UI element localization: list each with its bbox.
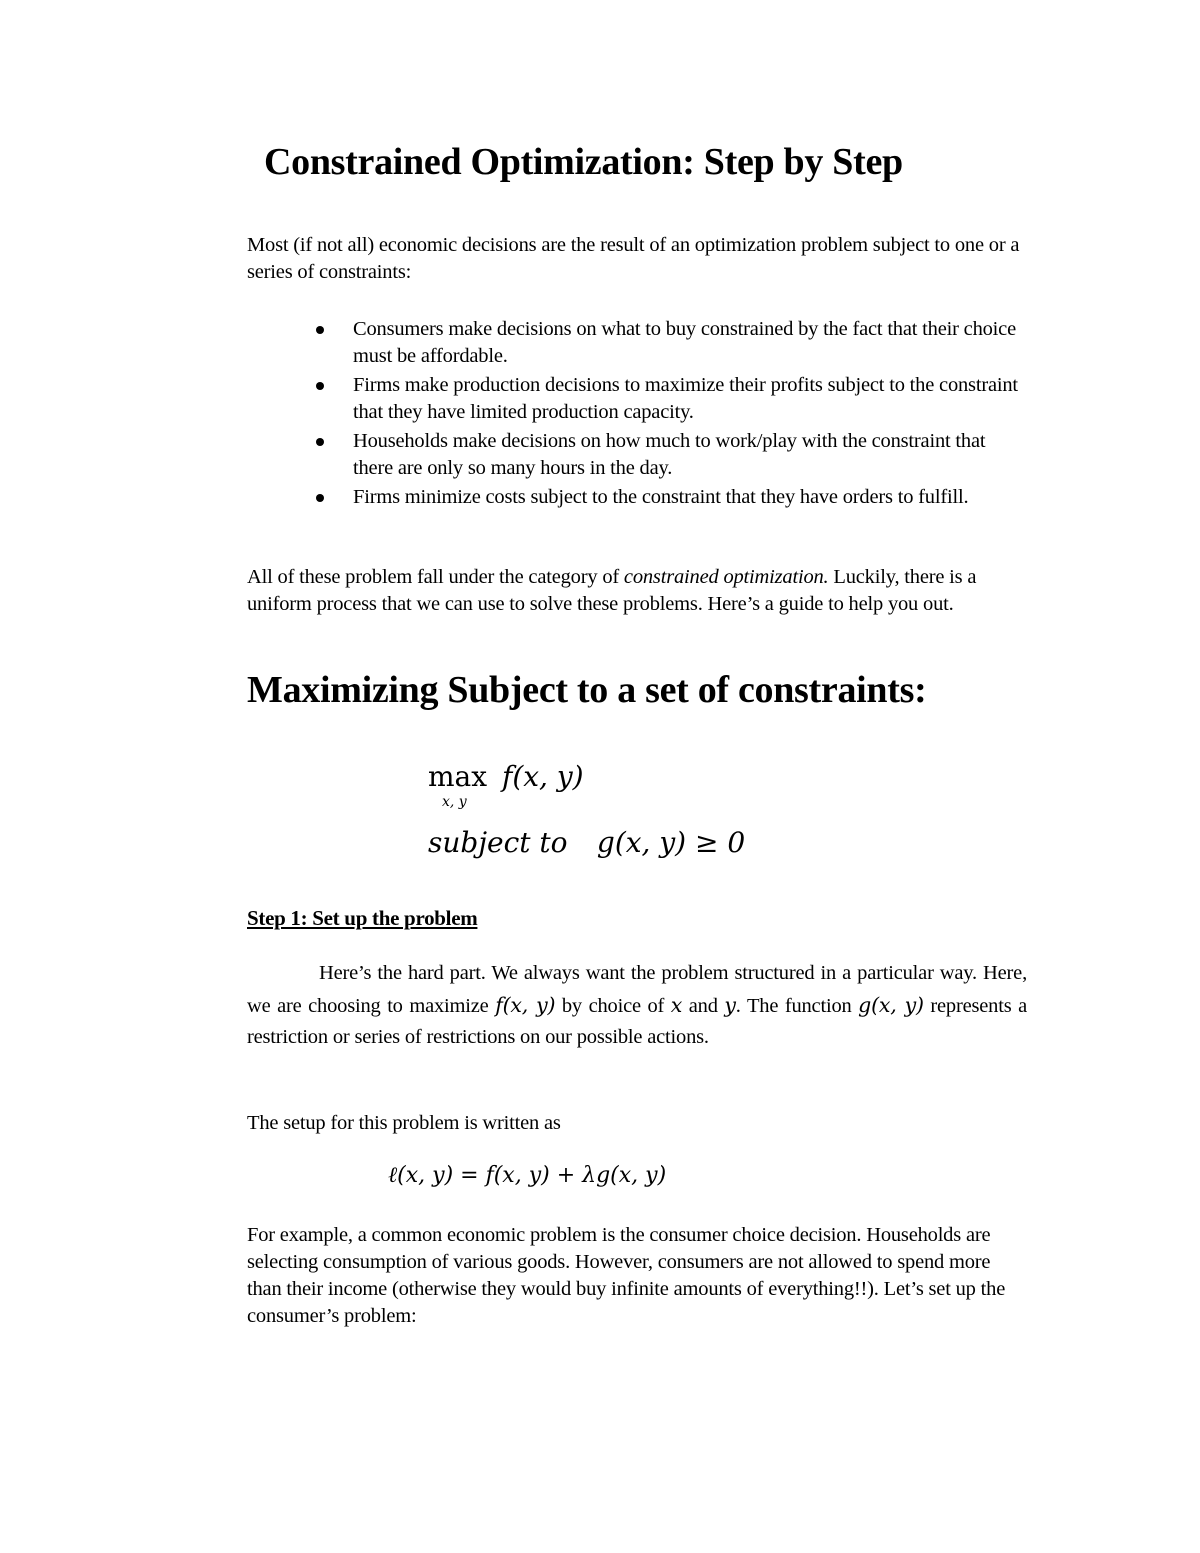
intro-paragraph: Most (if not all) economic decisions are the result of an optimization problem subject to one or a series of constraints: xyxy=(247,234,1020,283)
summary-paragraph: All of these problem fall under the category of constrained optimization. Luckily, there is a uniform process that we can use to solve these problems. Here’s a guide to help you out. xyxy=(247,566,977,615)
constraint-examples-list xyxy=(300,316,1030,513)
list-item: Households make decisions on how much to work/play with the constraint that there are only so many hours in the day. xyxy=(300,428,1030,482)
list-item: Firms minimize costs subject to the constraint that they have orders to fulfill. xyxy=(300,484,1030,511)
emphasis-term: constrained optimization. xyxy=(623,566,829,588)
objective-equation xyxy=(428,760,584,810)
list-item: Consumers make decisions on what to buy constrained by the fact that their choice must be affordable. xyxy=(300,316,1030,370)
constraint-equation xyxy=(428,826,745,859)
objective-function: f(x, y) xyxy=(501,760,584,793)
list-item: Firms make production decisions to maximize their profits subject to the constraint that they have limited production capacity. xyxy=(300,372,1030,426)
bullet-icon xyxy=(316,438,324,446)
max-subscript: x, y xyxy=(442,794,467,810)
bullet-icon xyxy=(316,494,324,502)
step-1-heading: Step 1: Set up the problem xyxy=(247,906,478,930)
section-heading: Maximizing Subject to a set of constraints: xyxy=(247,669,927,711)
subject-to-label: subject to xyxy=(428,826,568,859)
constraint-function: g(x, y) ≥ 0 xyxy=(596,826,746,859)
setup-line: The setup for this problem is written as xyxy=(247,1112,561,1134)
bullet-icon xyxy=(316,326,324,334)
bullet-icon xyxy=(316,382,324,390)
step-1-paragraph: Here’s the hard part. We always want the problem structured in a particular way. Here, we are choosing to maximize f(x, y) by choice of x and y. The function g(x, y) represents a restriction or series of restrictions on our possible actions. xyxy=(247,962,1027,1048)
document-title: Constrained Optimization: Step by Step xyxy=(264,141,903,183)
lagrangian-equation: ℓ(x, y) = f(x, y) + λg(x, y) xyxy=(388,1163,667,1188)
example-paragraph: For example, a common economic problem is the consumer choice decision. Households are selecting consumption of various goods. However, consumers are not allowed to spend more than their income (otherwise they would buy infinite amounts of everything!!). Let’s set up the consumer’s problem: xyxy=(247,1224,1006,1327)
max-operator: max xyxy=(428,760,488,793)
